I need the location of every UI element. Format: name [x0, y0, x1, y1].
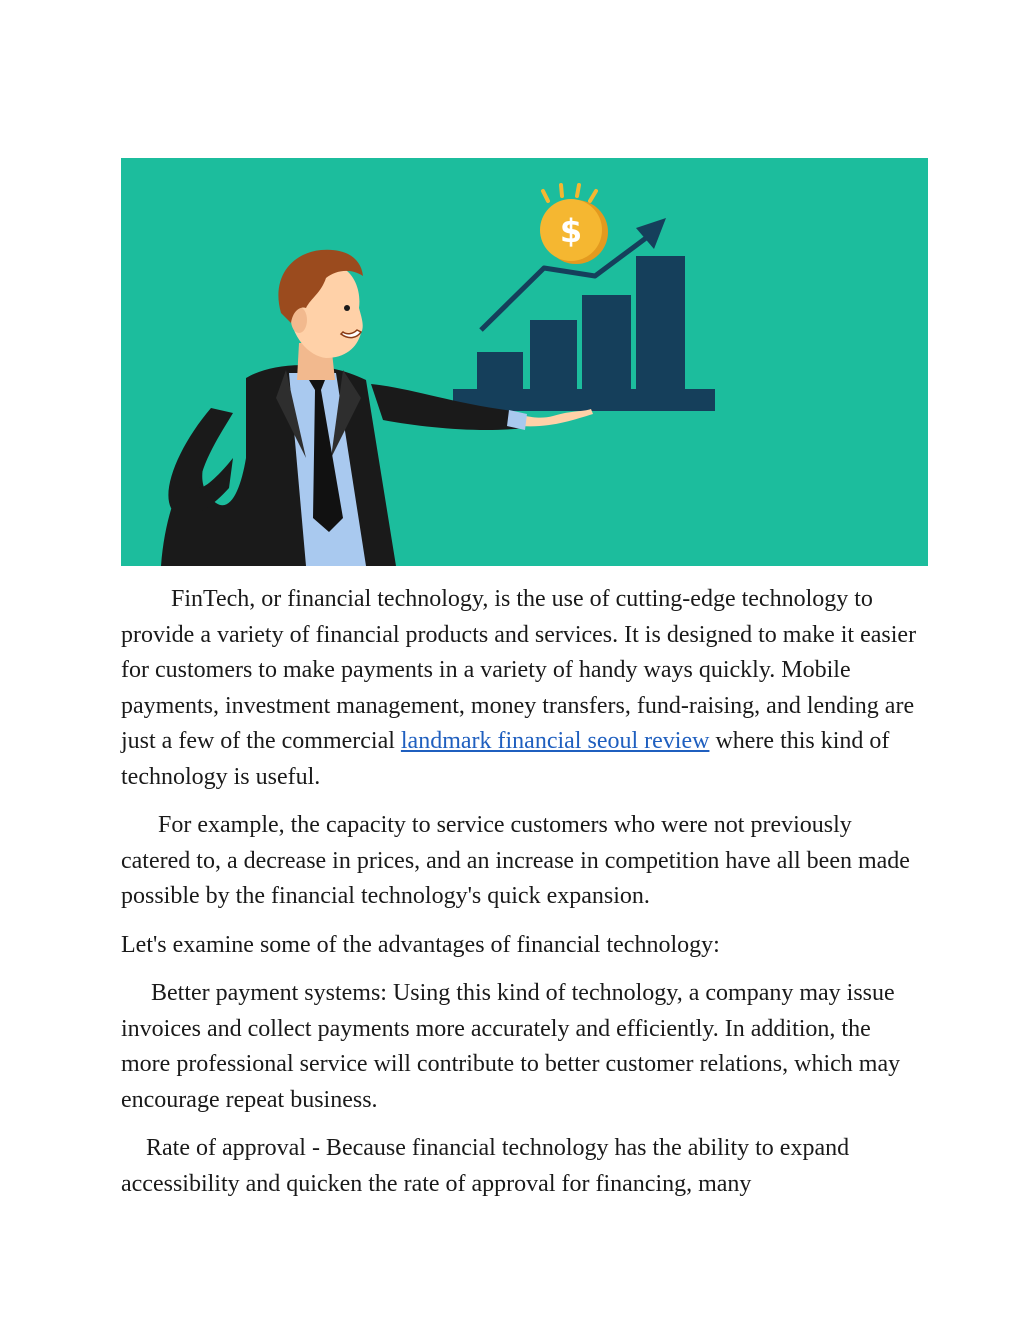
paragraph-text: where this kind of technology is useful.	[121, 728, 890, 790]
paragraph-rate-of-approval: Rate of approval - Because financial technology has the ability to expand accessibility and quicken the rate of approval for financing, many	[121, 1135, 850, 1197]
landmark-review-link[interactable]: landmark financial seoul review	[400, 728, 710, 754]
paragraph-fintech-intro	[121, 582, 921, 795]
chart-tray	[453, 389, 715, 411]
svg-text:$: $	[559, 212, 583, 250]
paragraph-advantages-intro: Let's examine some of the advantages of financial technology:	[121, 931, 720, 958]
hero-illustration	[121, 158, 928, 566]
coin-rays	[543, 185, 596, 201]
article-body	[121, 582, 921, 1215]
businessman	[161, 250, 527, 566]
paragraph-better-payment	[121, 976, 921, 1118]
paragraph-text: : Using this kind of technology, a company may issue invoices and collect payments more accurately and efficiently. In addition, the more professional service will contribute to better customer relations, which may encourage repeat business.	[121, 980, 901, 1113]
paragraph-example: For example, the capacity to service customers who were not previously catered to, a decrease in prices, and an increase in competition have all been made possible by the financial technology's quick expansion.	[121, 812, 910, 909]
better-payment-heading: Better payment systems	[151, 980, 381, 1006]
businessman-growth-chart-icon	[121, 158, 928, 566]
paragraph-text: FinTech, or financial technology, is the use of cutting-edge technology to provide a variety of financial products and services. It is designed to make it easier for customers to make payments in a variety of handy ways quickly. Mobile payments, investment management, money transfers, fund-raising, and lending are just a few of the commercial	[121, 586, 917, 754]
dollar-coin-icon	[540, 199, 608, 264]
